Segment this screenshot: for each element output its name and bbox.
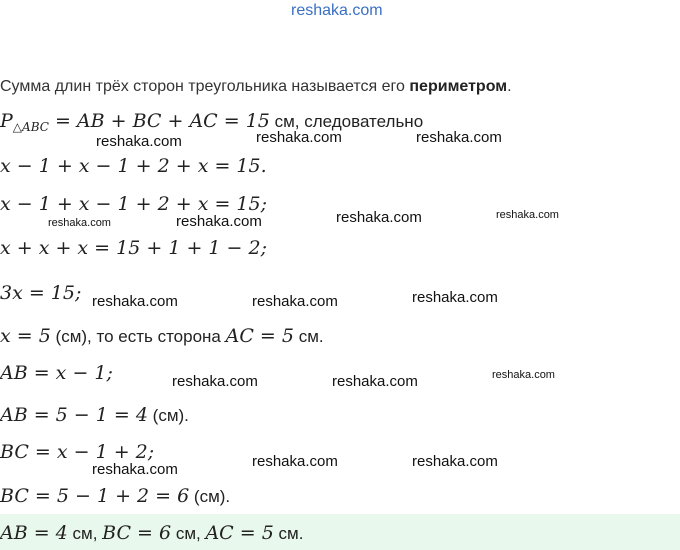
- answer-line: AB = 4 см, BC = 6 см, AC = 5 см.: [0, 522, 304, 544]
- watermark: reshaka.com: [252, 293, 338, 310]
- perimeter-equation: $P_{\triangle ABC}$ = AB + BC + AC = 15 см, следовательно: [0, 110, 424, 134]
- x-solution-line: x = 5 (см), то есть сторона AC = 5 см.: [0, 325, 324, 347]
- watermark: reshaka.com: [492, 369, 555, 381]
- watermark: reshaka.com: [416, 129, 502, 146]
- site-header-link[interactable]: reshaka.com: [291, 2, 383, 19]
- equation-step-1: x − 1 + x − 1 + 2 + x = 15.: [0, 155, 267, 177]
- watermark: reshaka.com: [496, 209, 559, 221]
- watermark: reshaka.com: [252, 453, 338, 470]
- watermark: reshaka.com: [92, 461, 178, 478]
- watermark: reshaka.com: [412, 453, 498, 470]
- watermark: reshaka.com: [48, 217, 111, 229]
- watermark: reshaka.com: [256, 129, 342, 146]
- ab-value: AB = 5 − 1 = 4 (см).: [0, 404, 189, 426]
- equation-step-3: x + x + x = 15 + 1 + 1 − 2;: [0, 237, 267, 259]
- watermark: reshaka.com: [412, 289, 498, 306]
- watermark: reshaka.com: [92, 293, 178, 310]
- intro-bold-term: периметром: [409, 78, 508, 95]
- equation-step-4: 3x = 15;: [0, 282, 82, 304]
- equation-step-2: x − 1 + x − 1 + 2 + x = 15;: [0, 193, 267, 215]
- bc-value: BC = 5 − 1 + 2 = 6 (см).: [0, 485, 231, 507]
- watermark: reshaka.com: [96, 133, 182, 150]
- watermark: reshaka.com: [336, 209, 422, 226]
- watermark: reshaka.com: [332, 373, 418, 390]
- bc-formula: BC = x − 1 + 2;: [0, 441, 155, 463]
- watermark: reshaka.com: [172, 373, 258, 390]
- watermark: reshaka.com: [176, 213, 262, 230]
- ab-formula: AB = x − 1;: [0, 362, 113, 384]
- intro-text: Сумма длин трёх сторон треугольника называется его периметром.: [0, 78, 512, 95]
